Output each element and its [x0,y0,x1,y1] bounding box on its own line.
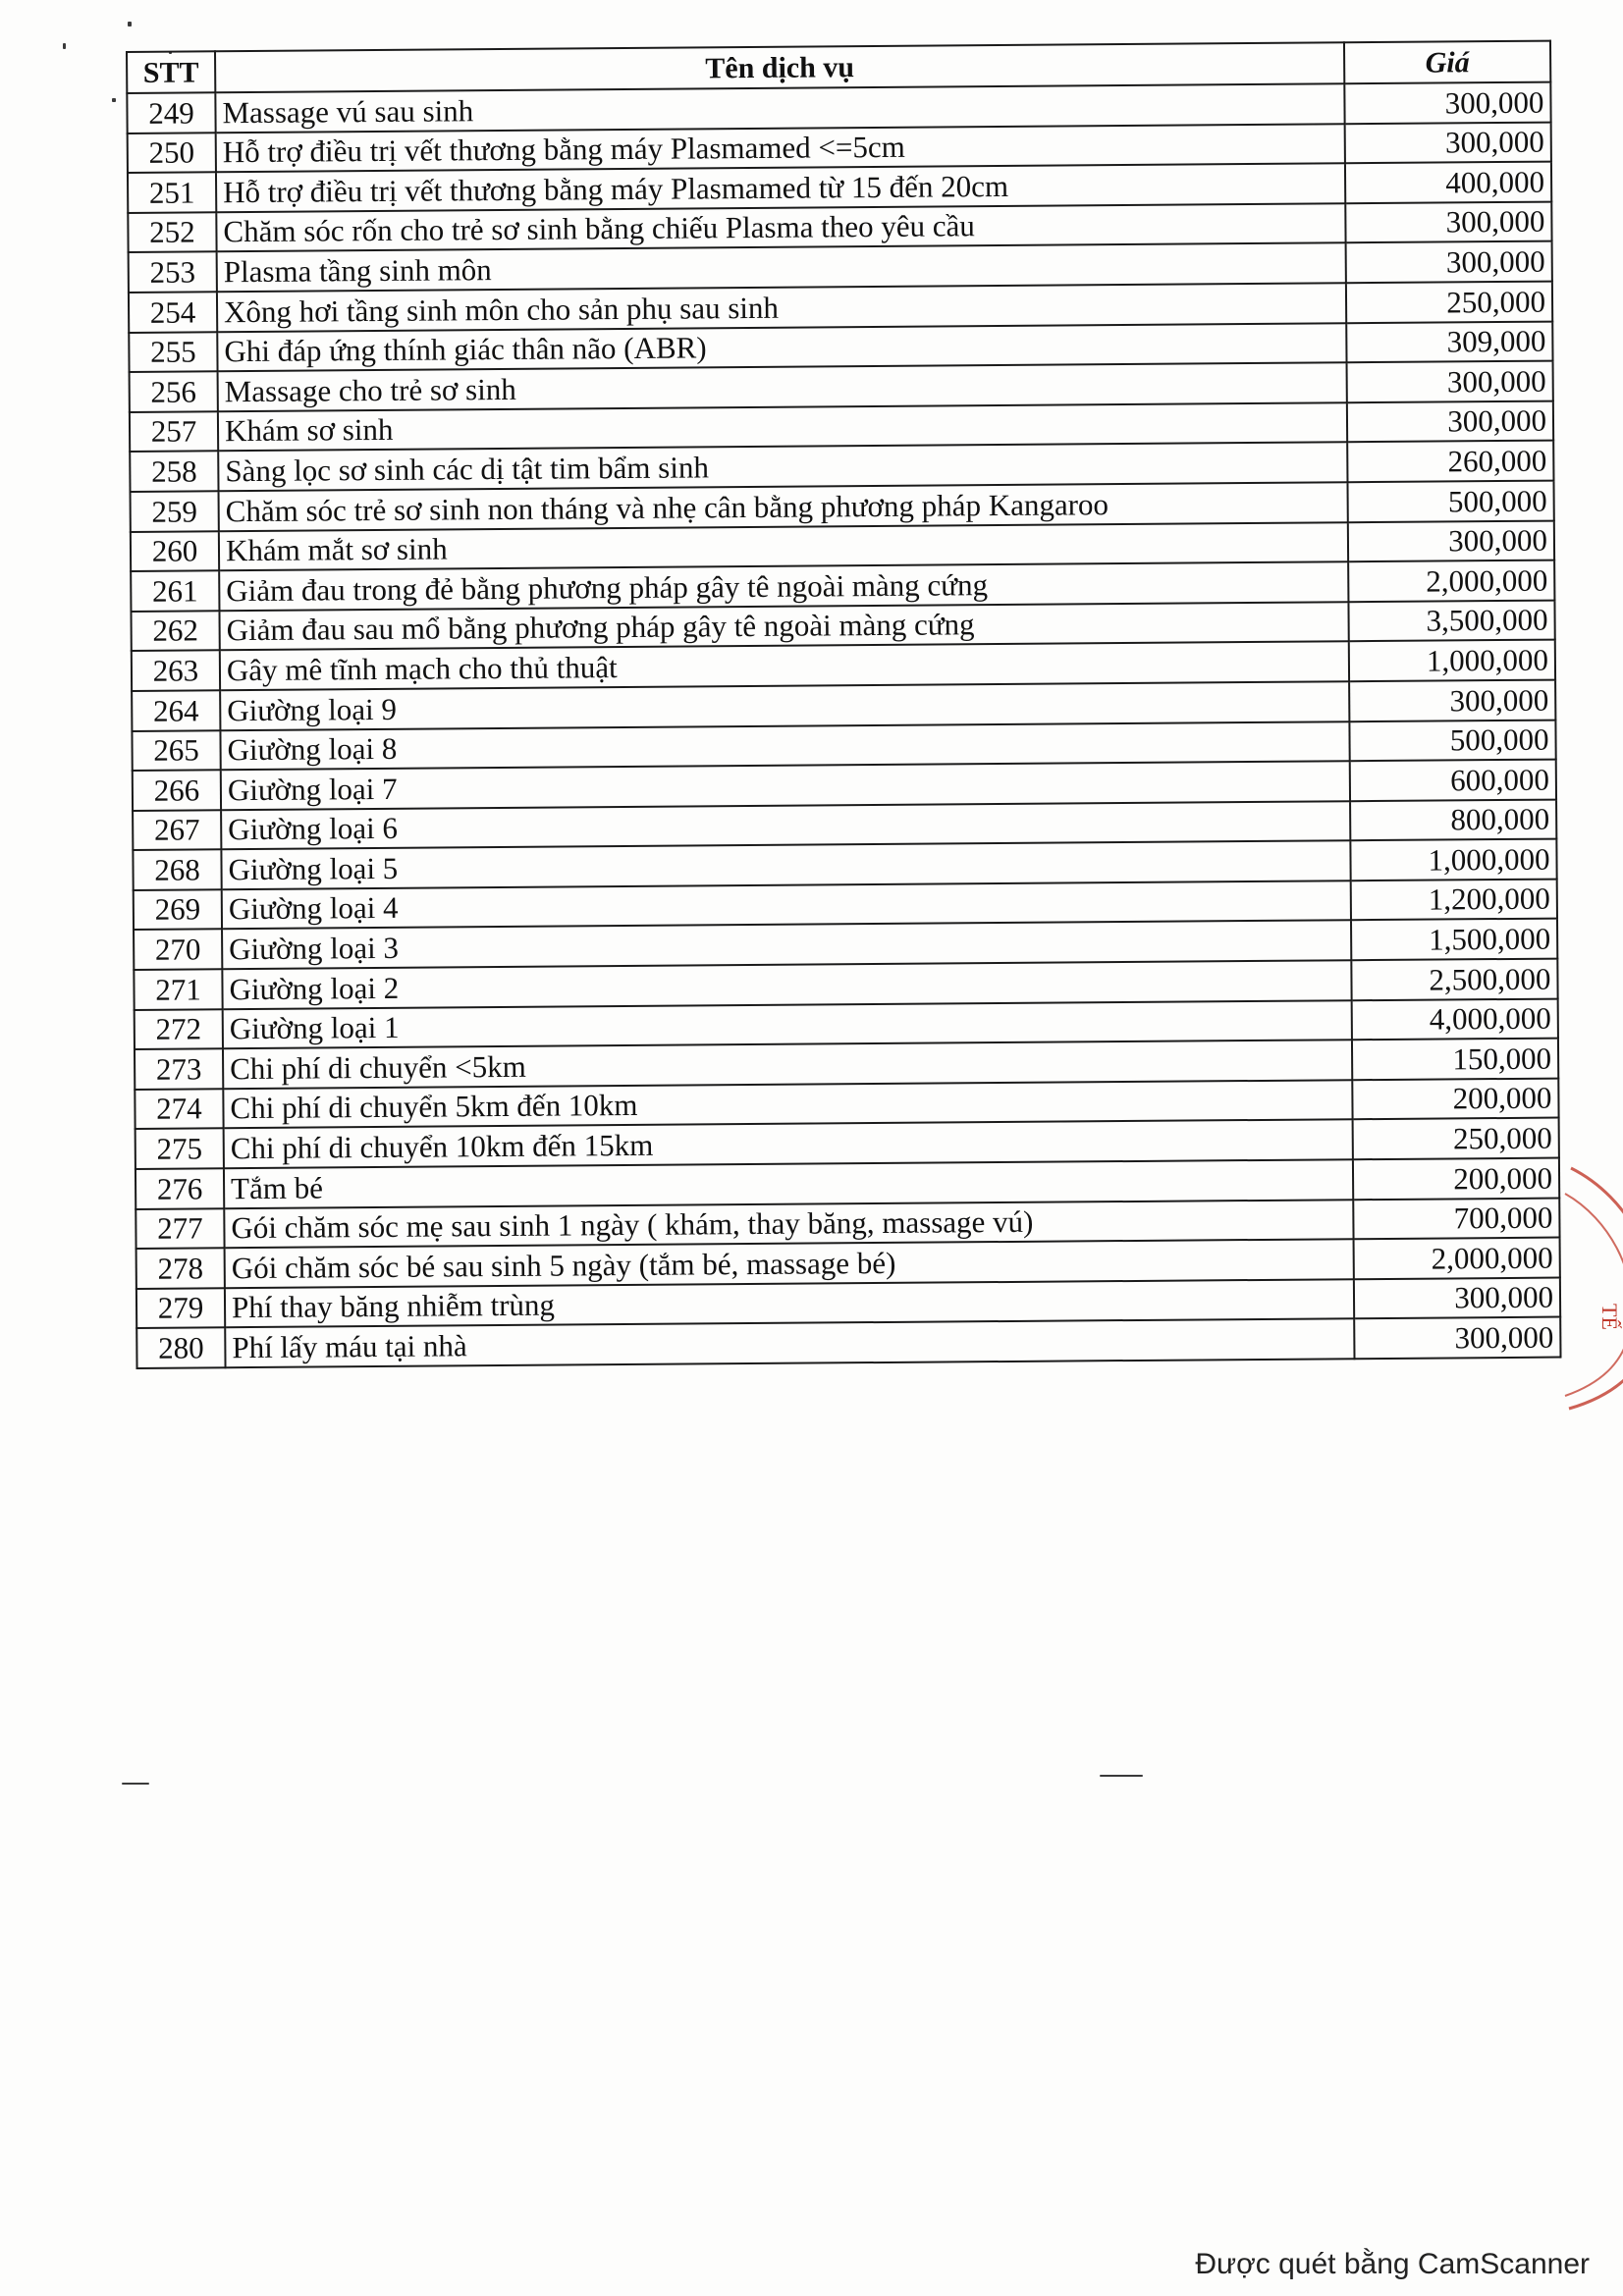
stamp-text: TẾ [1597,1304,1622,1330]
row-stt: 280 [136,1328,225,1368]
row-stt: 265 [132,730,220,771]
row-stt: 261 [131,570,219,611]
row-price: 1,000,000 [1350,839,1556,881]
row-stt: 270 [134,930,222,970]
row-service-name: Giảm đau trong đẻ bằng phương pháp gây tê ngoài màng cứng [219,561,1348,611]
row-service-name: Chăm sóc rốn cho trẻ sơ sinh bằng chiếu Plasma theo yêu cầu [216,203,1345,252]
row-stt: 275 [135,1129,224,1169]
row-price: 300,000 [1349,679,1555,721]
row-price: 500,000 [1349,720,1555,761]
row-service-name: Hỗ trợ điều trị vết thương bằng máy Plasmamed <=5cm [216,124,1345,173]
row-stt: 251 [128,172,216,212]
row-service-name: Chi phí di chuyển <5km [223,1040,1352,1089]
row-service-name: Giường loại 5 [221,841,1350,890]
row-service-name: Sàng lọc sơ sinh các dị tật tim bẩm sinh [218,443,1347,492]
row-stt: 272 [135,1009,223,1049]
row-stt: 259 [131,491,219,531]
row-price: 1,000,000 [1349,640,1555,681]
row-stt: 250 [128,133,216,173]
row-service-name: Plasma tầng sinh môn [217,243,1346,293]
row-stt: 268 [133,850,221,890]
row-service-name: Ghi đáp ứng thính giác thân não (ABR) [217,323,1346,372]
row-price: 800,000 [1350,799,1556,840]
row-stt: 258 [130,452,218,492]
row-service-name: Massage cho trẻ sơ sinh [218,362,1347,411]
row-service-name: Giường loại 1 [223,1000,1352,1049]
row-stt: 260 [131,531,219,571]
header-service-name: Tên dịch vụ [215,42,1344,92]
table-body [127,82,1560,1368]
row-service-name: Chăm sóc trẻ sơ sinh non tháng và nhẹ cân bằng phương pháp Kangaroo [219,482,1348,531]
row-price: 300,000 [1348,520,1554,561]
row-service-name: Chi phí di chuyển 10km đến 15km [224,1120,1353,1169]
row-service-name: Gói chăm sóc bé sau sinh 5 ngày (tắm bé, massage bé) [225,1239,1354,1288]
row-price: 2,000,000 [1348,561,1554,602]
row-service-name: Giường loại 9 [220,681,1349,730]
row-price: 250,000 [1353,1118,1559,1159]
row-price: 300,000 [1354,1277,1560,1318]
row-service-name: Giường loại 7 [221,761,1350,810]
row-stt: 262 [131,611,219,651]
row-stt: 266 [133,770,221,810]
row-stt: 279 [136,1288,225,1328]
row-service-name: Massage vú sau sinh [215,83,1344,133]
row-price: 300,000 [1345,122,1551,163]
row-price: 600,000 [1350,760,1556,801]
row-price: 300,000 [1345,201,1551,242]
row-stt: 278 [136,1248,225,1288]
row-service-name: Phí thay băng nhiễm trùng [225,1279,1354,1328]
row-service-name: Chi phí di chuyển 5km đến 10km [223,1080,1352,1129]
red-stamp-fragment [1561,1158,1623,1414]
row-stt: 257 [130,411,218,452]
row-stt: 274 [135,1089,223,1129]
row-service-name: Tắm bé [224,1159,1353,1208]
scan-speck [128,22,132,27]
row-service-name: Khám sơ sinh [218,402,1347,452]
row-price: 2,500,000 [1351,959,1557,1000]
row-price: 500,000 [1347,481,1553,522]
row-price: 300,000 [1346,241,1552,283]
row-price: 1,500,000 [1351,919,1557,960]
row-stt: 267 [133,810,221,850]
scan-speck [63,43,66,49]
row-service-name: Giảm đau sau mổ bằng phương pháp gây tê ngoài màng cứng [219,602,1348,651]
row-price: 1,200,000 [1351,879,1557,920]
header-stt: STT [127,51,215,93]
row-service-name: Giường loại 4 [222,881,1351,930]
row-service-name: Giường loại 2 [222,960,1351,1009]
row-service-name: Hỗ trợ điều trị vết thương bằng máy Plasmamed từ 15 đến 20cm [216,163,1345,212]
camscanner-watermark: Được quét bằng CamScanner [1195,2248,1590,2280]
row-price: 150,000 [1352,1039,1558,1080]
row-price: 250,000 [1346,282,1552,323]
row-price: 200,000 [1352,1078,1558,1119]
row-service-name: Gây mê tĩnh mạch cho thủ thuật [220,642,1349,691]
row-stt: 271 [134,969,222,1009]
row-price: 260,000 [1347,441,1553,482]
row-stt: 276 [135,1168,224,1208]
row-service-name: Phí lấy máu tại nhà [225,1319,1354,1368]
scan-speck [1100,1775,1143,1777]
row-stt: 254 [129,292,217,332]
row-price: 300,000 [1347,400,1553,442]
scan-speck [112,98,116,102]
row-stt: 269 [134,889,222,930]
price-table [126,40,1562,1369]
row-stt: 249 [127,92,215,133]
row-price: 200,000 [1353,1158,1559,1200]
row-service-name: Giường loại 6 [221,801,1350,850]
row-service-name: Giường loại 8 [220,721,1349,771]
row-service-name: Xông hơi tầng sinh môn cho sản phụ sau sinh [217,283,1346,332]
row-stt: 255 [129,332,217,372]
row-price: 300,000 [1344,82,1550,124]
row-price: 3,500,000 [1348,600,1554,641]
row-stt: 263 [132,651,220,691]
row-price: 700,000 [1353,1198,1559,1239]
row-stt: 264 [132,690,220,730]
row-stt: 273 [135,1049,223,1090]
row-price: 400,000 [1345,162,1551,203]
header-price: Giá [1344,41,1550,84]
row-stt: 253 [129,252,217,293]
row-stt: 252 [128,212,216,252]
row-price: 300,000 [1354,1317,1560,1359]
row-stt: 277 [135,1208,224,1249]
row-service-name: Gói chăm sóc mẹ sau sinh 1 ngày ( khám, thay băng, massage vú) [224,1200,1353,1249]
row-price: 2,000,000 [1354,1238,1560,1279]
row-price: 309,000 [1346,321,1552,362]
row-price: 4,000,000 [1352,998,1558,1040]
row-price: 300,000 [1347,361,1553,402]
row-stt: 256 [130,371,218,411]
scan-speck [122,1783,149,1785]
row-service-name: Giường loại 3 [222,921,1351,970]
row-service-name: Khám mắt sơ sinh [219,522,1348,571]
